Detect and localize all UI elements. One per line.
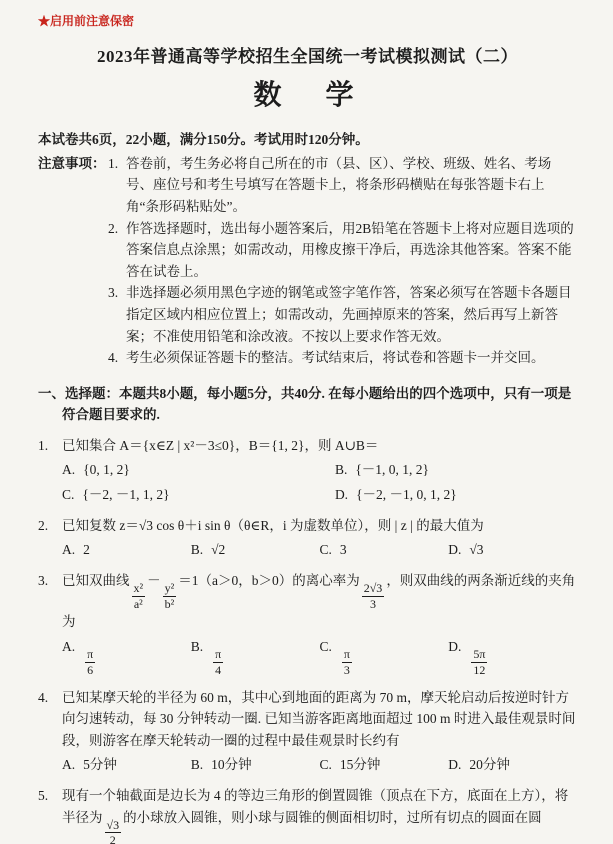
section-heading-choice: 一、选择题：本题共8小题，每小题5分，共40分. 在每小题给出的四个选项中，只有一项是符合题目要求的. [38, 385, 572, 423]
fraction-denominator: 3 [343, 662, 350, 677]
question-text: 已知复数 z＝√3 cos θ＋i sin θ（θ∈R，i 为虚数单位），则 | z | 的最大值为 [62, 517, 484, 533]
question-5-line [38, 785, 577, 844]
option-text: 10分钟 [211, 757, 252, 773]
question-1-options [62, 459, 577, 505]
security-notice: ★启用前注意保密 [38, 14, 135, 28]
fraction-denominator: 3 [370, 596, 377, 611]
fraction-numerator: y² [164, 580, 175, 595]
option-a [62, 539, 191, 561]
option-b [335, 459, 577, 481]
option-b [191, 636, 320, 678]
notes-block [38, 153, 577, 369]
question-text: 已知某摩天轮的半径为 60 m，其中心到地面的距离为 70 m，摩天轮启动后按逆时针方向匀速转动，每 30 分钟转动一圈. 已知当游客距离地面超过 100 m 时进入最佳观景时间段，则游客在摩天轮转动一圈的过程中最佳观景时长约有 [62, 689, 576, 748]
question-text [62, 785, 577, 844]
fraction [105, 819, 122, 844]
option-c [320, 754, 449, 776]
fraction-denominator: 12 [473, 662, 486, 677]
option-label: D. [448, 542, 462, 558]
question-2-options [62, 539, 577, 561]
note-number: 2. [108, 220, 119, 236]
option-text: 15分钟 [339, 757, 381, 773]
question-number: 4. [38, 689, 49, 705]
question-text-segment: － [147, 572, 161, 588]
option-a [62, 459, 335, 481]
question-3-line [38, 570, 577, 633]
option-text: 5分钟 [83, 757, 117, 773]
fraction-denominator: 2 [109, 833, 116, 844]
option-d [448, 636, 577, 678]
fraction-denominator: 4 [215, 662, 222, 677]
question-number: 1. [38, 437, 49, 453]
question-2-line [38, 515, 577, 537]
fraction-numerator: x² [133, 580, 144, 595]
note-text: 答卷前，考生务必将自己所在的市（县、区）、学校、班级、姓名、考场号、座位号和考生号填写在答题卡上，将条形码横贴在每张答题卡右上角“条形码粘贴处”。 [126, 155, 552, 214]
question-text-segment: ，则双曲线的两条渐近线的夹角为 [62, 572, 576, 630]
question-text: 已知集合 A＝{x∈Z | x²－3≤0}，B＝{1, 2}，则 A∪B＝ [62, 437, 379, 453]
note-number: 3. [108, 285, 119, 301]
question-text-segment: 现有一个轴截面是边长为 4 的等边三角形的倒置圆锥（顶点在下方，底面在上方），将半径为 [62, 788, 569, 825]
question-1-line [38, 435, 577, 457]
question-1 [38, 435, 577, 506]
option-c [320, 539, 449, 561]
fraction-numerator: π [87, 647, 94, 662]
fraction [132, 582, 146, 612]
option-c [320, 636, 449, 678]
fraction-denominator: b² [164, 596, 175, 611]
option-label: D. [448, 639, 462, 655]
option-label: D. [334, 487, 349, 503]
question-text-segment: 的小球放入圆锥，则小球与圆锥的侧面相切时，过所有切点的圆面在圆 [123, 809, 542, 825]
exam-info-line: 本试卷共6页，22小题，满分150分。考试用时120分钟。 [38, 132, 369, 148]
exam-title: 2023年普通高等学校招生全国统一考试模拟测试（二） [97, 47, 518, 67]
note-text: 考生必须保证答题卡的整洁。考试结束后，将试卷和答题卡一并交回。 [126, 350, 545, 366]
note-number: 4. [108, 350, 119, 366]
subject-title: 数 学 [253, 80, 362, 112]
option-d [448, 754, 577, 776]
fraction-numerator: 5π [473, 647, 486, 662]
option-text: √3 [469, 542, 484, 558]
fraction [342, 648, 352, 678]
fraction [163, 582, 177, 612]
note-item [108, 218, 577, 283]
fraction-numerator: 2√3 [363, 580, 383, 595]
question-4-options [62, 754, 577, 776]
option-c [62, 484, 335, 506]
question-number: 3. [38, 572, 49, 588]
fraction-denominator: 6 [87, 662, 94, 677]
option-d [448, 539, 577, 561]
question-number: 2. [38, 517, 49, 533]
option-label: C. [62, 487, 75, 503]
option-label: A. [62, 757, 76, 773]
fraction [85, 648, 95, 678]
option-a [62, 636, 191, 678]
fraction-numerator: √3 [106, 817, 120, 832]
fraction-numerator: π [215, 647, 222, 662]
option-label: C. [319, 639, 332, 655]
question-3-options [62, 636, 577, 678]
option-label: C. [319, 757, 332, 773]
option-text: {－2, －1, 1, 2} [82, 487, 170, 503]
option-text: {－1, 0, 1, 2} [355, 462, 430, 478]
question-number: 5. [38, 788, 49, 804]
question-2 [38, 515, 577, 561]
question-text [62, 570, 577, 633]
option-text: 2 [83, 542, 90, 558]
option-label: A. [62, 639, 76, 655]
option-a [62, 754, 191, 776]
option-label: B. [190, 639, 204, 655]
fraction [362, 582, 385, 612]
notes-list [108, 153, 577, 369]
fraction-numerator: π [343, 647, 350, 662]
note-number: 1. [108, 155, 119, 171]
option-label: B. [190, 757, 204, 773]
option-d [335, 484, 577, 506]
option-label: A. [62, 542, 76, 558]
question-4 [38, 687, 577, 776]
question-text-segment: ＝1（a＞0，b＞0）的离心率为 [178, 572, 360, 588]
note-item [108, 282, 577, 347]
option-text: {－2, －1, 0, 1, 2} [356, 487, 457, 503]
option-text: √2 [211, 542, 226, 558]
note-text: 非选择题必须用黑色字迹的钢笔或签字笔作答，答案必须写在答题卡各题目指定区域内相应位置上；如需改动，先画掉原来的答案，然后再写上新答案；不准使用铅笔和涂改液。不按以上要求作答无效。 [126, 285, 572, 344]
fraction [471, 648, 487, 678]
question-text-segment: 已知双曲线 [62, 572, 130, 588]
question-4-line [38, 687, 577, 752]
option-label: B. [334, 462, 348, 478]
option-b [191, 539, 320, 561]
note-item [108, 347, 577, 369]
option-label: D. [448, 757, 462, 773]
option-label: C. [319, 542, 332, 558]
fraction-denominator: a² [133, 596, 143, 611]
fraction [213, 648, 223, 678]
note-item [108, 153, 577, 218]
notes-label: 注意事项： [38, 155, 106, 171]
question-5 [38, 785, 577, 844]
option-b [191, 754, 320, 776]
option-label: B. [190, 542, 204, 558]
option-text: 20分钟 [469, 757, 510, 773]
note-text: 作答选择题时，选出每小题答案后，用2B铅笔在答题卡上将对应题目选项的答案信息点涂黑；如需改动，用橡皮擦干净后，再选涂其他答案。答案不能答在试卷上。 [126, 220, 574, 279]
option-label: A. [62, 462, 76, 478]
option-text: {0, 1, 2} [83, 462, 130, 478]
option-text: 3 [339, 542, 347, 558]
question-3 [38, 570, 577, 678]
